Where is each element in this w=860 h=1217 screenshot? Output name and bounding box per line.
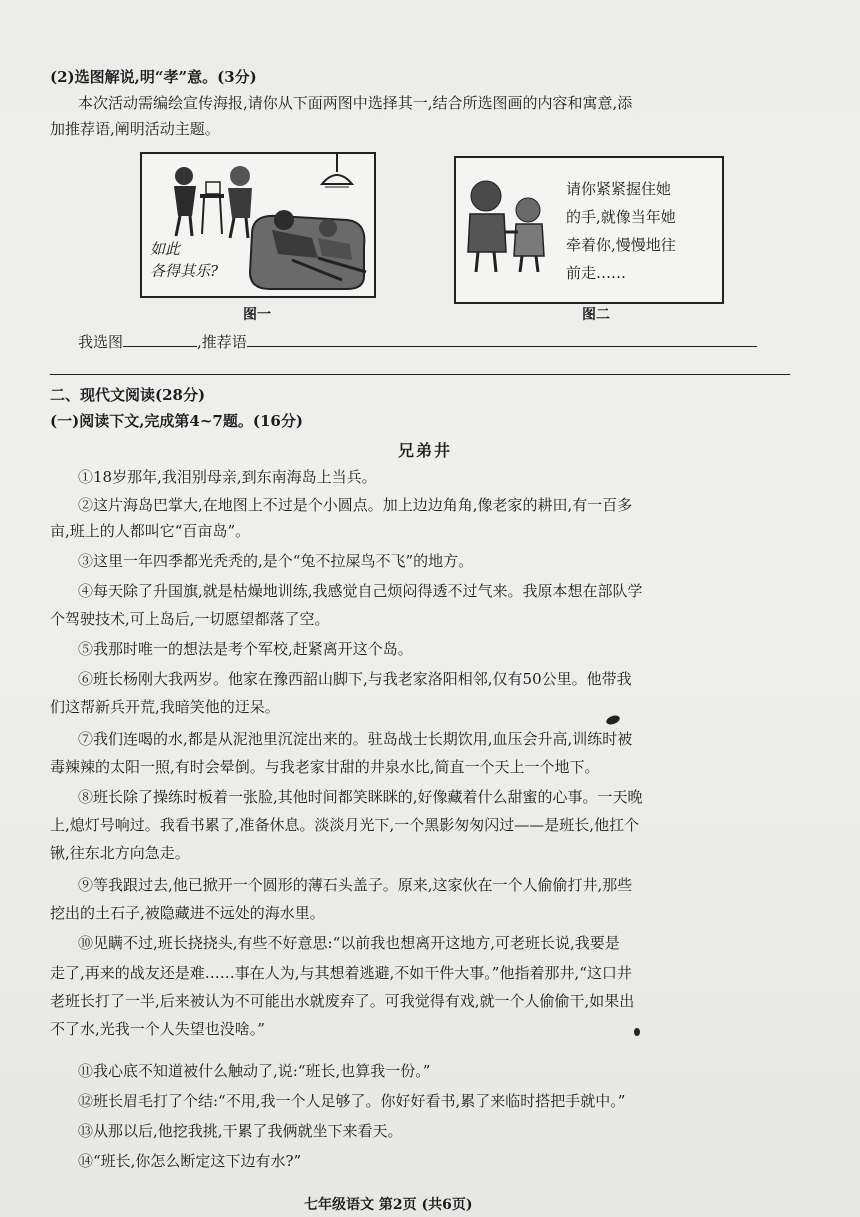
story-line: ⑭“班长,你怎么断定这下边有水?” bbox=[78, 1152, 302, 1170]
story-line: ①18岁那年,我泪别母亲,到东南海岛上当兵。 bbox=[78, 468, 377, 486]
page-footer: 七年级语文 第2页 (共6页) bbox=[304, 1197, 473, 1213]
story-line: 锹,往东北方向急走。 bbox=[50, 844, 190, 862]
story-line: 个驾驶技术,可上岛后,一切愿望都落了空。 bbox=[50, 610, 330, 628]
story-line: ②这片海岛巴掌大,在地图上不过是个小圆点。加上边边角角,像老家的耕田,有一百多 bbox=[78, 496, 633, 514]
story-line: ⑫班长眉毛打了个结:“不用,我一个人足够了。你好好看书,累了来临时搭把手就中。” bbox=[78, 1092, 626, 1110]
scan-speck bbox=[605, 714, 621, 726]
question-2-instruction-line2: 加推荐语,阐明活动主题。 bbox=[50, 120, 220, 138]
story-line: 上,熄灯号响过。我看书累了,准备休息。淡淡月光下,一个黑影匆匆闪过——是班长,他扛个 bbox=[50, 816, 640, 834]
answer-extra-line[interactable] bbox=[50, 374, 790, 375]
story-line: 们这帮新兵开荒,我暗笑他的迂呆。 bbox=[50, 698, 280, 716]
figure-1-caption-line2: 各得其乐? bbox=[150, 262, 219, 280]
question-2-heading: (2)选图解说,明“孝”意。(3分) bbox=[50, 68, 257, 86]
story-line: ⑧班长除了操练时板着一张脸,其他时间都笑眯眯的,好像藏着什么甜蜜的心事。一天晚 bbox=[78, 788, 643, 806]
figure-choice-blank[interactable] bbox=[123, 330, 197, 347]
story-line: ④每天除了升国旗,就是枯燥地训练,我感觉自己烦闷得透不过气来。我原本想在部队学 bbox=[78, 582, 643, 600]
figure-2-text-line1: 请你紧紧握住她 bbox=[566, 180, 672, 198]
story-line: 挖出的土石子,被隐藏进不远处的海水里。 bbox=[50, 904, 325, 922]
story-line: ⑥班长杨刚大我两岁。他家在豫西韶山脚下,与我老家洛阳相邻,仅有50公里。他带我 bbox=[78, 670, 632, 688]
choose-figure-label: 我选图 bbox=[78, 333, 124, 351]
figure-2-label: 图二 bbox=[582, 307, 610, 323]
scan-speck bbox=[634, 1028, 640, 1036]
story-line: 老班长打了一半,后来被认为不可能出水就废弃了。可我觉得有戏,就一个人偷偷干,如果出 bbox=[50, 992, 635, 1010]
story-title: 兄弟井 bbox=[398, 441, 453, 460]
story-line: ⑨等我跟过去,他已掀开一个圆形的薄石头盖子。原来,这家伙在一个人偷偷打井,那些 bbox=[78, 876, 633, 894]
recommend-label: ,推荐语 bbox=[197, 333, 247, 351]
figure-1-caption-line1: 如此 bbox=[150, 240, 181, 258]
recommendation-blank[interactable] bbox=[247, 330, 757, 347]
story-line: ⑬从那以后,他挖我挑,干累了我俩就坐下来看天。 bbox=[78, 1122, 403, 1140]
story-line: 毒辣辣的太阳一照,有时会晕倒。与我老家甘甜的井泉水比,简直一个天上一个地下。 bbox=[50, 758, 600, 776]
story-line: 不了水,光我一个人失望也没啥。” bbox=[50, 1020, 265, 1038]
figure-2-text-line4: 前走…… bbox=[566, 264, 627, 282]
figure-2-text-line3: 牵着你,慢慢地往 bbox=[566, 236, 676, 254]
section-2-heading: 二、现代文阅读(28分) bbox=[50, 386, 206, 404]
question-2-instruction-line1: 本次活动需编绘宣传海报,请你从下面两图中选择其一,结合所选图画的内容和寓意,添 bbox=[78, 94, 633, 112]
story-line: ⑩见瞒不过,班长挠挠头,有些不好意思:“以前我也想离开这地方,可老班长说,我要是 bbox=[78, 934, 620, 952]
story-line: ⑦我们连喝的水,都是从泥池里沉淀出来的。驻岛战士长期饮用,血压会升高,训练时被 bbox=[78, 730, 633, 748]
figure-1-cartoon bbox=[140, 152, 376, 298]
figure-2-text-line2: 的手,就像当年她 bbox=[566, 208, 676, 226]
figure-2-cartoon bbox=[454, 156, 724, 304]
figure-1-label: 图一 bbox=[243, 307, 271, 323]
story-line: 亩,班上的人都叫它“百亩岛”。 bbox=[50, 522, 251, 540]
mother-child-illustration bbox=[460, 160, 550, 300]
answer-line bbox=[78, 330, 757, 353]
section-2-subheading: (一)阅读下文,完成第4~7题。(16分) bbox=[50, 412, 303, 430]
story-line: ⑪我心底不知道被什么触动了,说:“班长,也算我一份。” bbox=[78, 1062, 431, 1080]
story-line: 走了,再来的战友还是难……事在人为,与其想着逃避,不如干件大事。”他指着那井,“这口井 bbox=[50, 964, 632, 982]
story-line: ⑤我那时唯一的想法是考个军校,赶紧离开这个岛。 bbox=[78, 640, 413, 658]
story-line: ③这里一年四季都光秃秃的,是个“兔不拉屎鸟不飞”的地方。 bbox=[78, 552, 474, 570]
